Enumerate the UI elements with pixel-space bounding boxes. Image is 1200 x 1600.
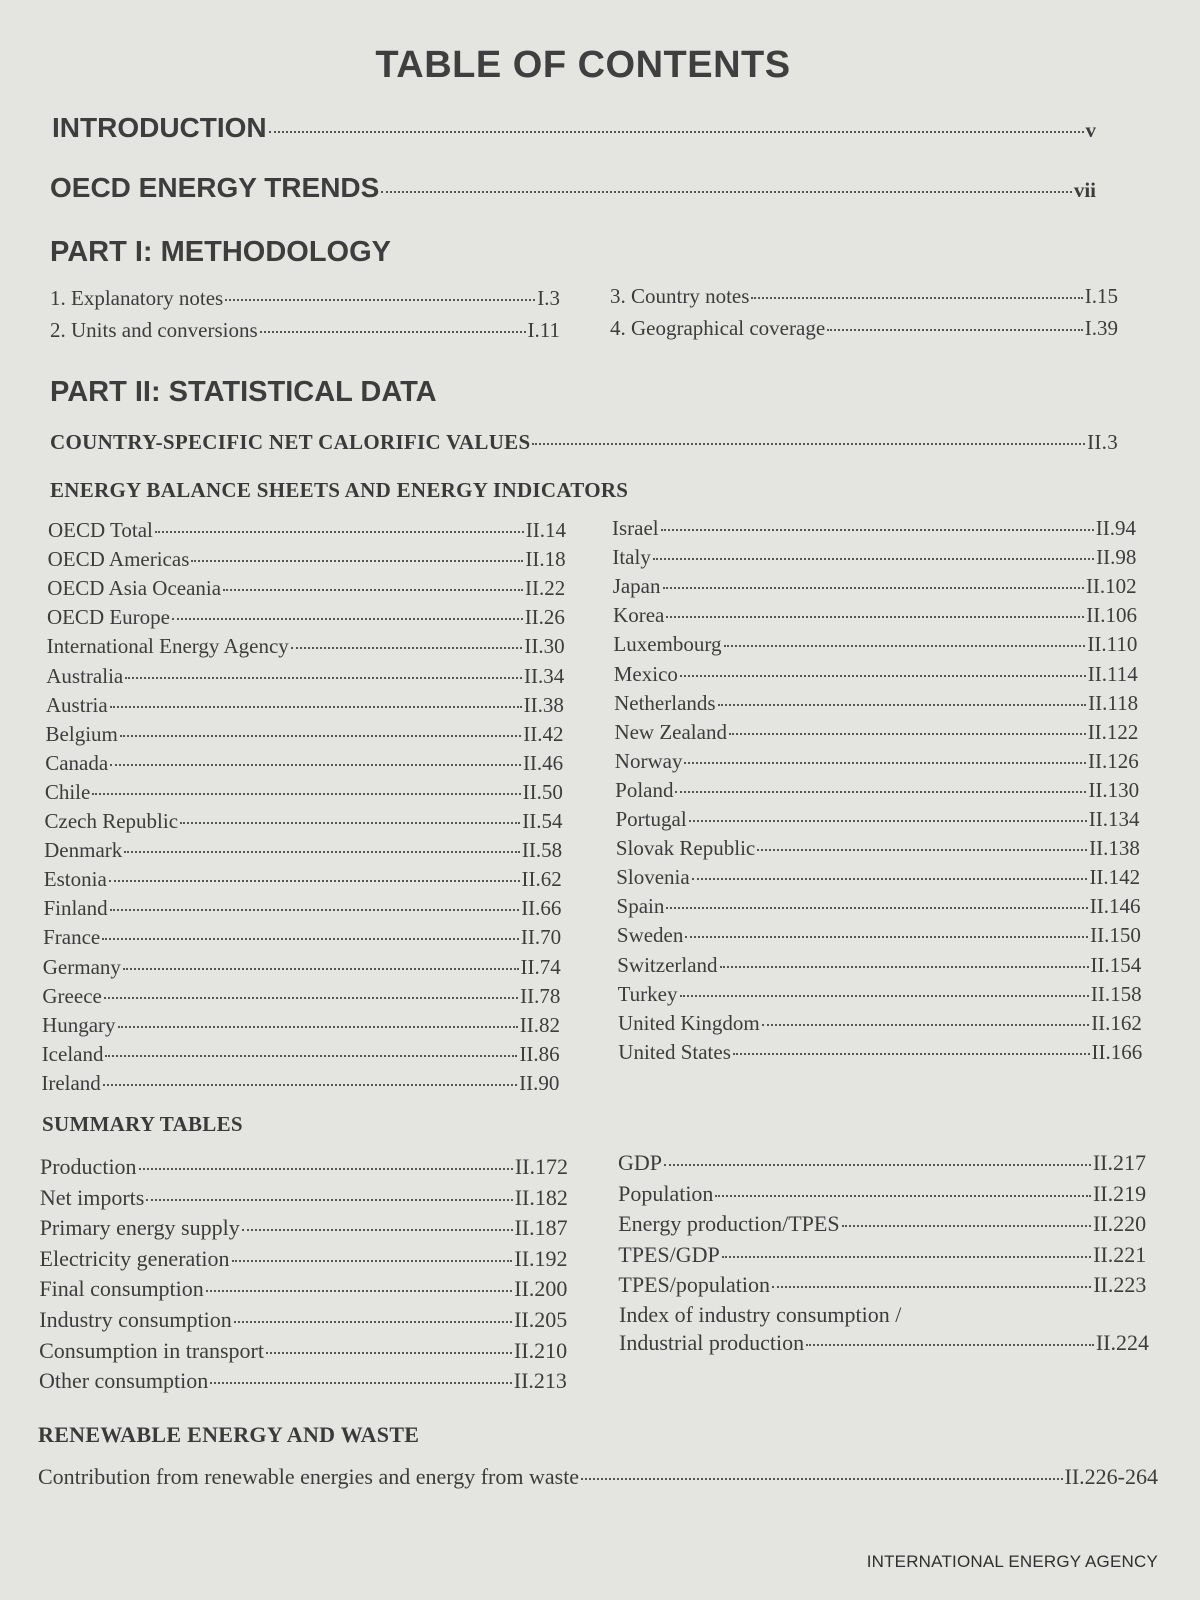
dot-leader <box>92 793 520 795</box>
dot-leader <box>675 791 1086 793</box>
toc-entry-label: Portugal <box>615 807 687 831</box>
summary-index-line: Index of industry consumption / <box>619 1302 902 1327</box>
dot-leader <box>772 1286 1091 1288</box>
toc-entry[interactable] <box>617 923 1141 948</box>
toc-entry-page: II.34 <box>524 663 565 688</box>
toc-entry[interactable] <box>618 1272 1146 1298</box>
toc-entry[interactable] <box>618 1040 1142 1065</box>
toc-entry-page: II.224 <box>1095 1330 1149 1355</box>
toc-entry-introduction[interactable] <box>52 112 1096 144</box>
toc-entry[interactable] <box>40 1185 568 1211</box>
toc-entry-label: Denmark <box>44 838 123 863</box>
toc-entry-page: II.146 <box>1089 894 1141 919</box>
dot-leader <box>291 647 523 649</box>
toc-entry-page: II.110 <box>1087 632 1138 657</box>
toc-entry[interactable] <box>40 1215 568 1241</box>
dot-leader <box>242 1229 513 1231</box>
toc-entry[interactable] <box>46 722 564 747</box>
toc-entry-page: II.18 <box>525 547 566 572</box>
toc-entry-page: II.130 <box>1088 777 1140 802</box>
toc-entry-page: II.166 <box>1091 1039 1143 1064</box>
toc-entry-label: 2. Units and conversions <box>50 318 258 342</box>
toc-entry-label: International Energy Agency <box>46 634 289 659</box>
toc-entry-page: I.15 <box>1084 284 1118 308</box>
toc-entry[interactable] <box>43 896 561 921</box>
dot-leader <box>532 443 1085 445</box>
dot-leader <box>729 733 1086 735</box>
toc-entry-label: Czech Republic <box>44 809 179 833</box>
toc-entry-page: I.39 <box>1084 316 1118 340</box>
dot-leader <box>232 1260 513 1262</box>
toc-entry[interactable] <box>612 516 1136 541</box>
toc-entry[interactable] <box>610 284 1118 309</box>
toc-entry-page: II.138 <box>1089 836 1140 861</box>
toc-entry-label: 4. Geographical coverage <box>610 316 826 340</box>
toc-entry-page: II.106 <box>1086 603 1138 628</box>
toc-entry-page: II.126 <box>1088 748 1139 773</box>
dot-leader <box>718 704 1087 706</box>
toc-entry[interactable] <box>50 286 560 311</box>
dot-leader <box>757 849 1087 851</box>
toc-entry-label: Iceland <box>41 1041 104 1066</box>
toc-entry-page: II.42 <box>523 721 564 746</box>
toc-entry[interactable] <box>39 1276 567 1302</box>
dot-leader <box>191 560 523 562</box>
toc-entry-page: II.219 <box>1092 1180 1147 1206</box>
dot-leader <box>715 1195 1091 1197</box>
toc-entry[interactable] <box>613 632 1137 657</box>
toc-entry[interactable] <box>44 838 562 863</box>
summary-heading: SUMMARY TABLES <box>42 1112 243 1136</box>
toc-entry-page: II.86 <box>519 1041 560 1066</box>
toc-entry[interactable] <box>618 1211 1146 1237</box>
toc-entry-page: II.217 <box>1092 1150 1146 1175</box>
toc-entry-page: II.134 <box>1088 807 1140 831</box>
toc-entry[interactable] <box>615 778 1139 803</box>
toc-entry-label: Australia <box>46 663 124 688</box>
renewables-heading: RENEWABLE ENERGY AND WASTE <box>38 1422 420 1447</box>
toc-entry-label: OECD Total <box>48 518 153 542</box>
toc-entry[interactable] <box>43 955 561 980</box>
toc-entry[interactable] <box>50 318 560 343</box>
toc-entry-label: Belgium <box>45 721 118 746</box>
toc-entry-page: II.70 <box>520 925 562 950</box>
dot-leader <box>720 966 1089 968</box>
dot-leader <box>210 1382 512 1384</box>
dot-leader <box>260 331 526 333</box>
toc-entry-page: II.54 <box>522 809 563 833</box>
toc-entry-page: II.14 <box>525 518 566 542</box>
toc-entry[interactable] <box>40 1246 568 1272</box>
toc-entry-page: II.74 <box>520 954 561 979</box>
toc-entry-page: II.210 <box>513 1337 568 1363</box>
toc-entry[interactable] <box>39 1368 567 1394</box>
toc-entry-label: Spain <box>616 894 665 919</box>
toc-entry-label: Energy production/TPES <box>618 1211 840 1236</box>
toc-entry[interactable] <box>45 780 563 805</box>
toc-entry-label: GDP <box>618 1150 663 1175</box>
toc-entry[interactable] <box>615 749 1139 774</box>
toc-entry[interactable] <box>613 574 1137 599</box>
toc-entry[interactable] <box>618 1011 1142 1036</box>
toc-entry-label: Population <box>618 1180 714 1206</box>
toc-entry-page: II.98 <box>1096 545 1137 570</box>
toc-entry-page: II.22 <box>525 576 566 601</box>
dot-leader <box>102 938 519 940</box>
toc-entry-label: Hungary <box>42 1012 116 1037</box>
toc-entry-label: Greece <box>42 983 102 1008</box>
toc-entry[interactable] <box>616 865 1140 890</box>
toc-entry-label: OECD ENERGY TRENDS <box>50 172 380 203</box>
toc-entry-label: Slovak Republic <box>615 836 756 861</box>
toc-entry[interactable] <box>42 1042 560 1067</box>
toc-entry-label: United Kingdom <box>617 1010 760 1035</box>
dot-leader <box>110 764 521 766</box>
toc-entry-page: II.58 <box>521 838 563 863</box>
toc-entry[interactable] <box>613 603 1137 628</box>
dot-leader <box>842 1225 1091 1227</box>
dot-leader <box>733 1053 1090 1055</box>
toc-entry-label: Primary energy supply <box>39 1215 240 1241</box>
dot-leader <box>762 1024 1090 1026</box>
toc-entry-page: I.3 <box>537 286 560 310</box>
toc-entry-label: Estonia <box>43 867 107 892</box>
dot-leader <box>692 878 1088 880</box>
toc-entry[interactable] <box>45 809 563 834</box>
toc-entry[interactable] <box>46 664 564 689</box>
toc-entry[interactable] <box>614 662 1138 687</box>
dot-leader <box>684 762 1086 764</box>
toc-entry-page: v <box>1085 118 1096 142</box>
dot-leader <box>381 191 1072 193</box>
dot-leader <box>103 1084 517 1086</box>
toc-entry[interactable] <box>46 693 564 718</box>
toc-entry[interactable] <box>617 894 1141 919</box>
dot-leader <box>146 1199 512 1201</box>
toc-entry-page: II.187 <box>514 1215 568 1241</box>
toc-entry-label: 3. Country notes <box>610 284 750 308</box>
toc-entry[interactable] <box>47 605 565 630</box>
toc-entry-label: United States <box>618 1039 731 1064</box>
toc-entry-page: II.46 <box>522 750 564 775</box>
toc-entry-page: II.205 <box>514 1307 568 1332</box>
toc-entry-label: 1. Explanatory notes <box>50 286 224 310</box>
toc-entry-label: TPES/GDP <box>618 1241 720 1267</box>
toc-entry[interactable] <box>48 518 566 543</box>
dot-leader <box>123 968 519 970</box>
dot-leader <box>172 618 523 620</box>
dot-leader <box>110 909 520 911</box>
dot-leader <box>806 1344 1094 1346</box>
toc-entry-label: Germany <box>42 954 121 979</box>
toc-entry-page: II.114 <box>1087 661 1138 686</box>
toc-entry[interactable] <box>39 1307 567 1333</box>
toc-entry-page: II.94 <box>1095 516 1136 540</box>
toc-entry-label: OECD Europe <box>46 605 170 630</box>
toc-entry-page: II.26 <box>524 605 565 630</box>
dot-leader <box>109 880 520 882</box>
toc-entry-label: Other consumption <box>38 1368 209 1394</box>
toc-entry[interactable] <box>618 1181 1146 1207</box>
toc-entry-label: Luxembourg <box>613 632 722 657</box>
toc-entry-label: COUNTRY-SPECIFIC NET CALORIFIC VALUES <box>50 430 531 454</box>
toc-entry-label: Israel <box>612 516 659 540</box>
toc-entry[interactable] <box>48 547 566 572</box>
toc-entry-label: Poland <box>615 777 674 802</box>
dot-leader <box>234 1321 512 1323</box>
toc-entry-label: New Zealand <box>614 719 727 744</box>
dot-leader <box>180 822 520 824</box>
toc-entry-page: II.102 <box>1085 574 1137 599</box>
toc-entry[interactable] <box>47 576 565 601</box>
toc-entry-ncv[interactable] <box>50 430 1118 455</box>
toc-entry-label: Production <box>40 1154 137 1179</box>
toc-entry-renewables[interactable] <box>38 1464 1158 1490</box>
part2-heading: PART II: STATISTICAL DATA <box>50 376 437 408</box>
dot-leader <box>722 1256 1091 1258</box>
dot-leader <box>685 936 1088 938</box>
toc-entry-page: I.11 <box>527 318 560 342</box>
dot-leader <box>724 645 1086 647</box>
dot-leader <box>104 997 518 999</box>
toc-entry[interactable] <box>47 634 565 659</box>
toc-entry-label: Final consumption <box>39 1276 204 1302</box>
toc-entry-page: II.162 <box>1091 1010 1142 1035</box>
toc-entry-page: II.158 <box>1090 981 1142 1006</box>
toc-entry[interactable] <box>40 1154 568 1180</box>
toc-entry-label: Industry consumption <box>39 1307 232 1332</box>
dot-leader <box>581 1478 1062 1480</box>
dot-leader <box>110 706 522 708</box>
toc-entry[interactable] <box>614 720 1138 745</box>
dot-leader <box>266 1352 512 1354</box>
toc-entry-label: Sweden <box>616 923 684 948</box>
toc-entry-page: II.172 <box>514 1154 568 1179</box>
toc-entry[interactable] <box>39 1338 567 1364</box>
toc-entry[interactable] <box>616 807 1140 832</box>
toc-entry-label: Contribution from renewable energies and energy from waste <box>38 1464 580 1489</box>
page-title: TABLE OF CONTENTS <box>375 44 791 86</box>
toc-entry-page: II.118 <box>1088 690 1139 715</box>
toc-entry-page: II.226-264 <box>1064 1464 1158 1489</box>
dot-leader <box>139 1168 513 1170</box>
toc-entry-label: Switzerland <box>617 952 718 977</box>
toc-entry-page: II.90 <box>519 1070 560 1095</box>
toc-entry-label: Mexico <box>613 661 678 686</box>
dot-leader <box>751 297 1082 299</box>
toc-entry-label: Electricity generation <box>39 1245 230 1271</box>
dot-leader <box>118 1026 518 1028</box>
toc-entry-page: II.154 <box>1090 952 1142 977</box>
dot-leader <box>105 1055 517 1057</box>
toc-entry-page: II.150 <box>1090 923 1141 948</box>
toc-entry-label: OECD Americas <box>47 547 190 572</box>
dot-leader <box>223 589 523 591</box>
toc-entry[interactable] <box>619 1330 1149 1356</box>
dot-leader <box>680 995 1089 997</box>
publisher-footer: INTERNATIONAL ENERGY AGENCY <box>866 1552 1158 1571</box>
toc-entry-label: Consumption in transport <box>39 1337 264 1363</box>
toc-entry-label: France <box>43 925 101 950</box>
toc-entry-label: Netherlands <box>614 690 716 715</box>
toc-entry-page: II.62 <box>521 867 562 892</box>
toc-entry-label: TPES/population <box>618 1272 770 1297</box>
dot-leader <box>666 907 1087 909</box>
dot-leader <box>206 1290 512 1292</box>
toc-entry-page: vii <box>1073 178 1096 202</box>
toc-entry-page: II.223 <box>1093 1272 1147 1297</box>
toc-entry-page: II.192 <box>514 1245 568 1271</box>
toc-entry-page: II.30 <box>524 634 565 659</box>
toc-entry-page: II.78 <box>520 983 561 1008</box>
dot-leader <box>664 1164 1091 1166</box>
dot-leader <box>680 675 1086 677</box>
dot-leader <box>124 851 520 853</box>
dot-leader <box>689 820 1087 822</box>
toc-entry[interactable] <box>41 1071 559 1096</box>
dot-leader <box>125 677 522 679</box>
toc-entry-page: II.182 <box>514 1184 568 1210</box>
dot-leader <box>827 329 1083 331</box>
balances-heading: ENERGY BALANCE SHEETS AND ENERGY INDICATORS <box>50 478 629 502</box>
toc-entry[interactable] <box>618 1150 1146 1176</box>
toc-entry[interactable] <box>45 751 563 776</box>
toc-entry[interactable] <box>617 953 1141 978</box>
dot-leader <box>653 558 1094 560</box>
toc-entry-label: Slovenia <box>616 865 690 890</box>
toc-entry-page: II.213 <box>513 1368 567 1394</box>
toc-entry-label: Italy <box>612 545 651 570</box>
toc-entry-label: Chile <box>44 779 91 804</box>
toc-entry-label: Industrial production <box>619 1330 805 1355</box>
toc-entry-page: II.82 <box>519 1012 561 1037</box>
toc-entry[interactable] <box>614 691 1138 716</box>
dot-leader <box>661 529 1094 531</box>
toc-entry[interactable] <box>616 836 1140 861</box>
toc-entry[interactable] <box>43 925 561 950</box>
toc-entry-label: Finland <box>43 896 108 921</box>
toc-entry[interactable] <box>44 867 562 892</box>
toc-entry[interactable] <box>42 1013 560 1038</box>
dot-leader <box>155 531 524 533</box>
toc-entry-label: Korea <box>613 603 665 628</box>
toc-entry[interactable] <box>42 984 560 1009</box>
dot-leader <box>225 299 535 301</box>
toc-entry-page: II.50 <box>522 779 563 804</box>
toc-entry[interactable] <box>610 316 1118 341</box>
toc-entry-label: OECD Asia Oceania <box>47 576 222 601</box>
toc-entry-label: Net imports <box>39 1184 145 1210</box>
toc-entry-page: II.3 <box>1087 430 1118 454</box>
toc-entry-page: II.122 <box>1087 719 1139 744</box>
toc-entry-label: Norway <box>614 748 683 773</box>
toc-entry[interactable] <box>612 545 1136 570</box>
toc-entry[interactable] <box>618 1242 1146 1268</box>
toc-entry-page: II.142 <box>1089 865 1141 890</box>
toc-entry-page: II.200 <box>514 1276 568 1302</box>
toc-entry-page: II.221 <box>1093 1241 1147 1267</box>
toc-entry-page: II.66 <box>521 896 562 921</box>
toc-entry-label: Austria <box>45 692 108 717</box>
toc-entry-label: Japan <box>612 574 661 599</box>
dot-leader <box>666 616 1084 618</box>
dot-leader <box>120 735 521 737</box>
toc-entry-page: II.220 <box>1093 1211 1147 1236</box>
part1-heading: PART I: METHODOLOGY <box>50 236 392 268</box>
dot-leader <box>269 131 1084 133</box>
toc-entry-page: II.38 <box>523 692 564 717</box>
toc-entry-trends[interactable] <box>50 172 1096 204</box>
toc-entry[interactable] <box>618 982 1142 1007</box>
toc-entry-label: Ireland <box>41 1070 101 1095</box>
toc-entry-label: Turkey <box>617 981 678 1006</box>
toc-entry-label: Canada <box>45 750 109 775</box>
toc-entry-label: INTRODUCTION <box>52 112 267 143</box>
dot-leader <box>663 587 1084 589</box>
